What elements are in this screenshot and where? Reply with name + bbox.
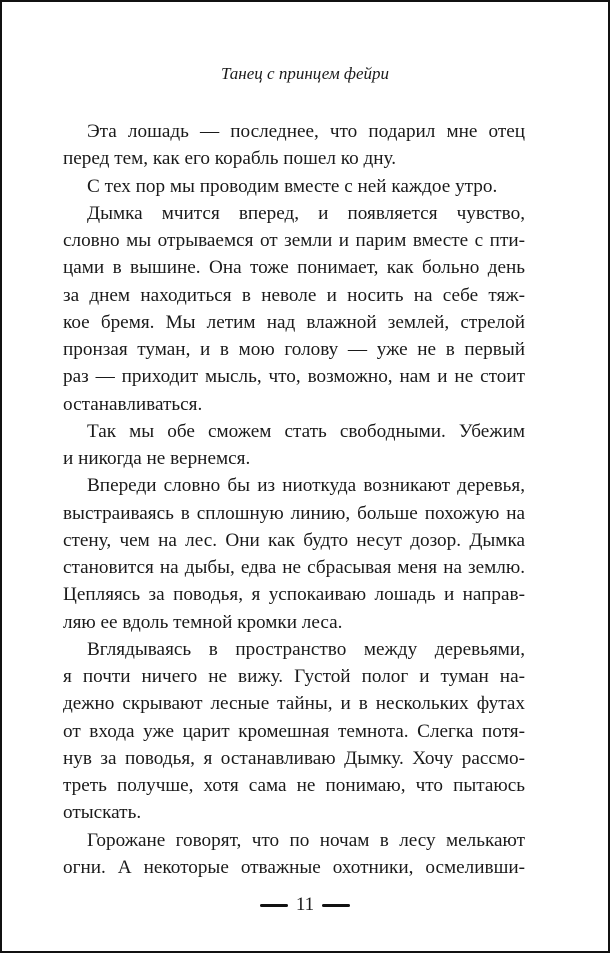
text-line: Впереди словно бы из ниоткуда возникают деревья,: [87, 475, 525, 497]
text-line: Вглядываясь в пространство между деревьями,: [87, 638, 525, 660]
text-line: треть получше, хотя сама не понимаю, что пытаюсь: [63, 775, 525, 796]
text-line: раз — приходит мысль, что, возможно, нам и не стоит: [63, 366, 525, 388]
text-line: Дымка мчится вперед, и появляется чувство,: [87, 202, 525, 224]
paragraph: [63, 418, 525, 473]
text-line: от входа уже царит кромешная темнота. Слегка потя-: [63, 720, 525, 742]
paragraph: [63, 200, 525, 418]
text-line: нув за поводья, я останавливаю Дымку. Хочу рассмо-: [63, 747, 525, 769]
text-line: кое бремя. Мы летим над влажной землей, стрелой: [63, 311, 525, 333]
body-text: [63, 118, 525, 881]
folio-dash-left: [260, 904, 288, 907]
page-number-footer: [2, 894, 608, 916]
text-line: Так мы обе сможем стать свободными. Убежим: [87, 420, 525, 442]
text-line: Эта лошадь — последнее, что подарил мне отец: [87, 121, 525, 142]
paragraph: [63, 636, 525, 827]
folio-dash-right: [322, 904, 350, 907]
text-line: останавливаться.: [63, 393, 203, 415]
paragraph: [63, 827, 525, 882]
text-line: и никогда не вернемся.: [63, 448, 251, 469]
text-line: словно мы отрываемся от земли и парим вместе с пти-: [63, 230, 525, 251]
paragraph: [63, 118, 525, 173]
paragraph: [63, 472, 525, 636]
text-line: выстраиваясь в сплошную линию, больше похожую на: [63, 502, 525, 524]
text-line: отыскать.: [63, 802, 142, 824]
text-line: становится на дыбы, едва не сбрасывая меня на землю.: [63, 557, 525, 578]
text-line: цами в вышине. Она тоже понимает, как больно день: [63, 257, 525, 279]
page-number: 11: [295, 894, 315, 915]
text-line: дежно скрывают лесные тайны, и в нескольких футах: [63, 693, 525, 715]
running-head: Танец с принцем фейри: [220, 64, 390, 83]
text-line: я почти ничего не вижу. Густой полог и туман на-: [63, 666, 525, 687]
text-line: стену, чем на лес. Они как будто несут дозор. Дымка: [63, 529, 525, 551]
text-line: ляю ее вдоль темной кромки леса.: [63, 611, 343, 633]
text-line: за днем находиться в неволе и носить на себе тяж-: [63, 284, 525, 306]
text-line: С тех пор мы проводим вместе с ней каждое утро.: [87, 175, 498, 197]
text-line: пронзая туман, и в мою голову — уже не в первый: [63, 339, 525, 360]
text-line: Горожане говорят, что по ночам в лесу мелькают: [87, 829, 525, 851]
text-line: перед тем, как его корабль пошел ко дну.: [63, 148, 397, 170]
paragraph: [63, 173, 525, 200]
text-line: Цепляясь за поводья, я успокаиваю лошадь и направ-: [63, 584, 525, 606]
text-line: огни. А некоторые отважные охотники, осмеливши-: [63, 856, 525, 878]
